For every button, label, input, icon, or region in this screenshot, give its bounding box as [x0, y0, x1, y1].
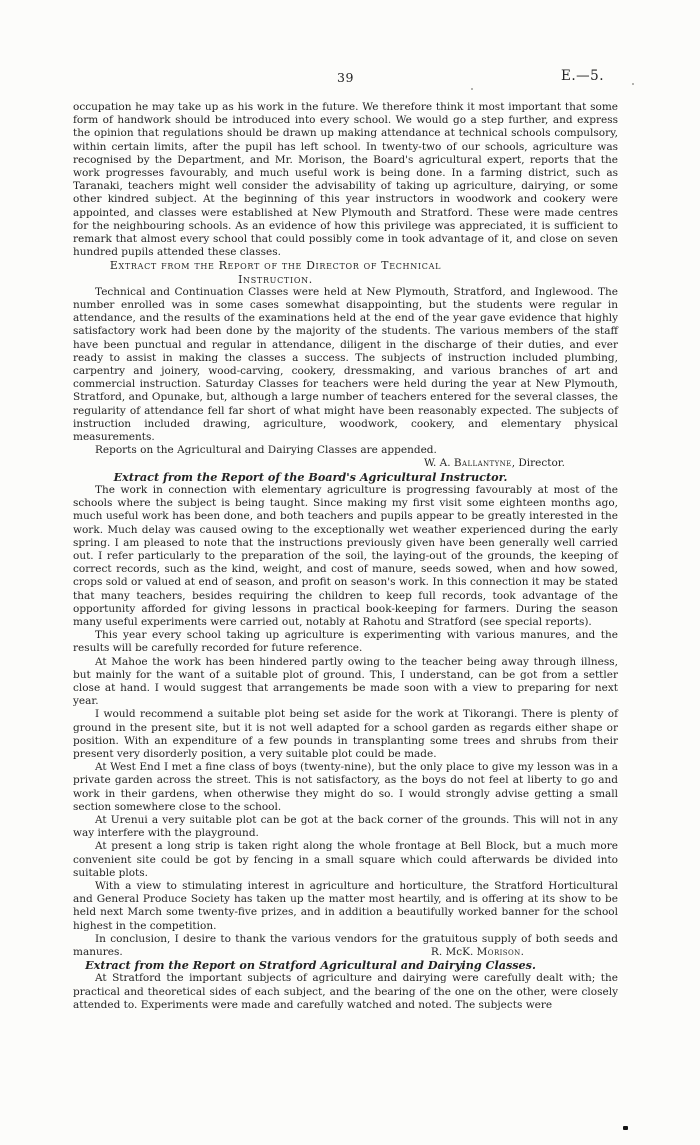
paragraph-stratford: At Stratford the important subjects of agriculture and dairying were carefully dealt with; the practical and theoretical sides of each subject, and the bearing of the one on the other, were closely attended to. Experiments were made and carefully watched and noted. The subjects were [73, 972, 618, 1011]
paragraph-urenui: At Urenui a very suitable plot can be got at the back corner of the grounds. This will not in any way interfere with the playground. [73, 813, 618, 840]
signature-prefix: R. McK. [430, 946, 477, 958]
intro-paragraph: occupation he may take up as his work in the future. We therefore think it most important that some form of handwork should be introduced into every school. We would go a step further, and express the opinion that regulations should be drawn up making attendance at technical schools compulsory, within certain limits, after the pupil has left school. In twenty-two of our schools, agriculture was recognised by the Department, and Mr. Morison, the Board's agricultural expert, reports that the work progresses favourably, and much useful work is being done. In a farming district, such as Taranaki, teachers might well consider the advisability of taking up agriculture, dairying, or some other kindred subject. At the beginning of this year instructors in woodwork and cookery were appointed, and classes were established at New Plymouth and Stratford. These were made centres for the neighbouring schools. As an evidence of how this privilege was appreciated, it is sufficient to remark that almost every school that could possibly come in took advantage of it, and close on seven hundred pupils attended these classes. [73, 101, 618, 259]
paragraph-mahoe: At Mahoe the work has been hindered partly owing to the teacher being away through illness, but mainly for the want of a suitable plot of ground. This, I understand, can be got from a settler close at hand. I would suggest that arrangements be made soon with a view to preparing for next year. [73, 655, 618, 708]
section-heading-stratford-classes: Extract from the Report on Stratford Agricultural and Dairying Classes. [85, 958, 536, 973]
paragraph-bell-block: At present a long strip is taken right along the whole frontage at Bell Block, but a much more convenient site could be got by fencing in a small square which could afterwards be divided into suitable plots. [73, 840, 618, 879]
ink-speck [623, 1126, 628, 1130]
paragraph-tikorangi: I would recommend a suitable plot being set aside for the work at Tikorangi. There is plenty of ground in the present site, but it is not well adapted for a school garden as regards either shape or position. With an expenditure of a few pounds in transplanting some trees and shrubs from their present very disorderly position, a very suitable plot could be made. [73, 708, 618, 760]
signature-suffix: . [520, 946, 524, 958]
ink-speck [471, 88, 473, 90]
paragraph-technical-classes: Technical and Continuation Classes were held at New Plymouth, Stratford, and Inglewood. The number enrolled was in some cases somewhat disappointing, but the students were regular in attendance, and the results of the examinations held at the end of the year gave evidence that highly satisfactory work had been done by the majority of the students. The various members of the staff have been punctual and regular in attendance, diligent in the discharge of their duties, and ever ready to assist in making the classes a success. The subjects of instruction included plumbing, carpentry and joinery, wood-carving, cookery, dressmaking, and various branches of art and commercial instruction. Saturday Classes for teachers were held during the year at New Plymouth, Stratford, and Opunake, but, although a large number of teachers entered for the several classes, the regularity of attendance fell far short of what might have been reasonably expected. The subjects of instruction included drawing, agriculture, woodwork, cookery, and elementary physical measurements. [73, 285, 618, 444]
paragraph-reports-appended: Reports on the Agricultural and Dairying Classes are appended. [95, 444, 437, 457]
signature-suffix: , Director. [511, 457, 565, 470]
report-code: E.—5. [560, 68, 604, 84]
signature-prefix: W. A. [424, 457, 454, 470]
signature-name: Ballantyne [453, 457, 512, 470]
paragraph-conclusion [73, 933, 618, 959]
paragraph-elementary-agriculture: The work in connection with elementary agriculture is progressing favourably at most of the schools where the subject is being taught. Since making my first visit some eighteen months ago, much useful work has been done, and both teachers and pupils appear to be greatly interested in the work. Much delay was caused owing to the exceptionally wet weather experienced during the early spring. I am pleased to note that the instructions previously given have been generally well carried out. I refer particularly to the preparation of the soil, the laying-out of the grounds, the keeping of correct records, such as the kind, weight, and cost of manure, seeds sowed, when and how sowed, crops sold or valued at end of season, and profit on season's work. In this connection it may be stated that many teachers, besides requiring the children to keep full records, took advantage of the opportunity afforded for giving lessons in practical book-keeping for farmers. During the season many useful experiments were carried out, notably at Rahotu and Stratford (see special reports). [73, 483, 618, 628]
page-body [73, 101, 618, 1012]
conclusion-text: In conclusion, I desire to thank the various vendors for the gratuitous supply of both seeds and manures. [73, 932, 618, 958]
signature-morison [431, 946, 524, 959]
ink-speck [632, 83, 634, 85]
paragraph-horticultural-society: With a view to stimulating interest in agriculture and horticulture, the Stratford Horticultural and General Produce Society has taken up the matter most heartily, and is offering at its show to be held next March some twenty-five prizes, and in addition a beautifully worked banner for the school highest in the competition. [73, 879, 618, 932]
section-heading-technical-instruction: Extract from the Report of the Director of Technical Instruction. [109, 259, 442, 286]
signature-name: Morison [476, 946, 521, 958]
paragraph-west-end: At West End I met a fine class of boys (twenty-nine), but the only place to give my lesson was in a private garden across the street. This is not satisfactory, as the boys do not feel at liberty to go and work in their gardens, when otherwise they might do so. I would strongly advise getting a small section somewhere close to the school. [73, 761, 618, 813]
page-number: 39 [337, 70, 354, 85]
section-heading-agricultural-instructor: Extract from the Report of the Board's Agricultural Instructor. [113, 469, 508, 484]
paragraph-manure-experiments: This year every school taking up agriculture is experimenting with various manures, and the results will be carefully recorded for future reference. [73, 629, 618, 655]
signature-ballantyne [73, 457, 618, 470]
